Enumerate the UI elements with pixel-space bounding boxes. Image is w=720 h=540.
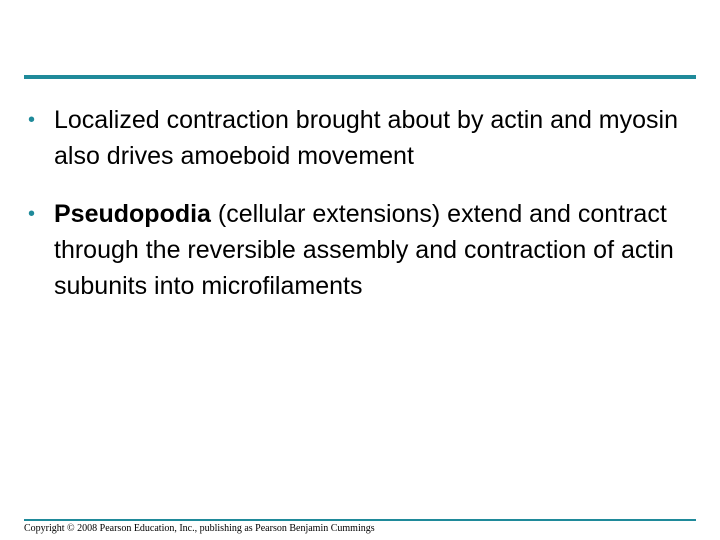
bullet-text: Localized contraction brought about by actin and myosin also drives amoeboid movement <box>54 106 678 170</box>
bullet-term: Pseudopodia <box>54 200 211 228</box>
top-divider <box>24 75 696 79</box>
bullet-item-1 <box>24 102 696 174</box>
bullet-text: (cellular extensions) extend and contract through the reversible assembly and contraction of actin subunits into microfilaments <box>54 200 674 300</box>
bullet-list <box>24 102 696 326</box>
copyright-notice: Copyright © 2008 Pearson Education, Inc., publishing as Pearson Benjamin Cummings <box>24 523 375 534</box>
bullet-item-2 <box>24 196 696 304</box>
footer-divider <box>24 519 696 521</box>
bullet-icon: • <box>28 203 36 225</box>
bullet-icon: • <box>28 109 36 131</box>
